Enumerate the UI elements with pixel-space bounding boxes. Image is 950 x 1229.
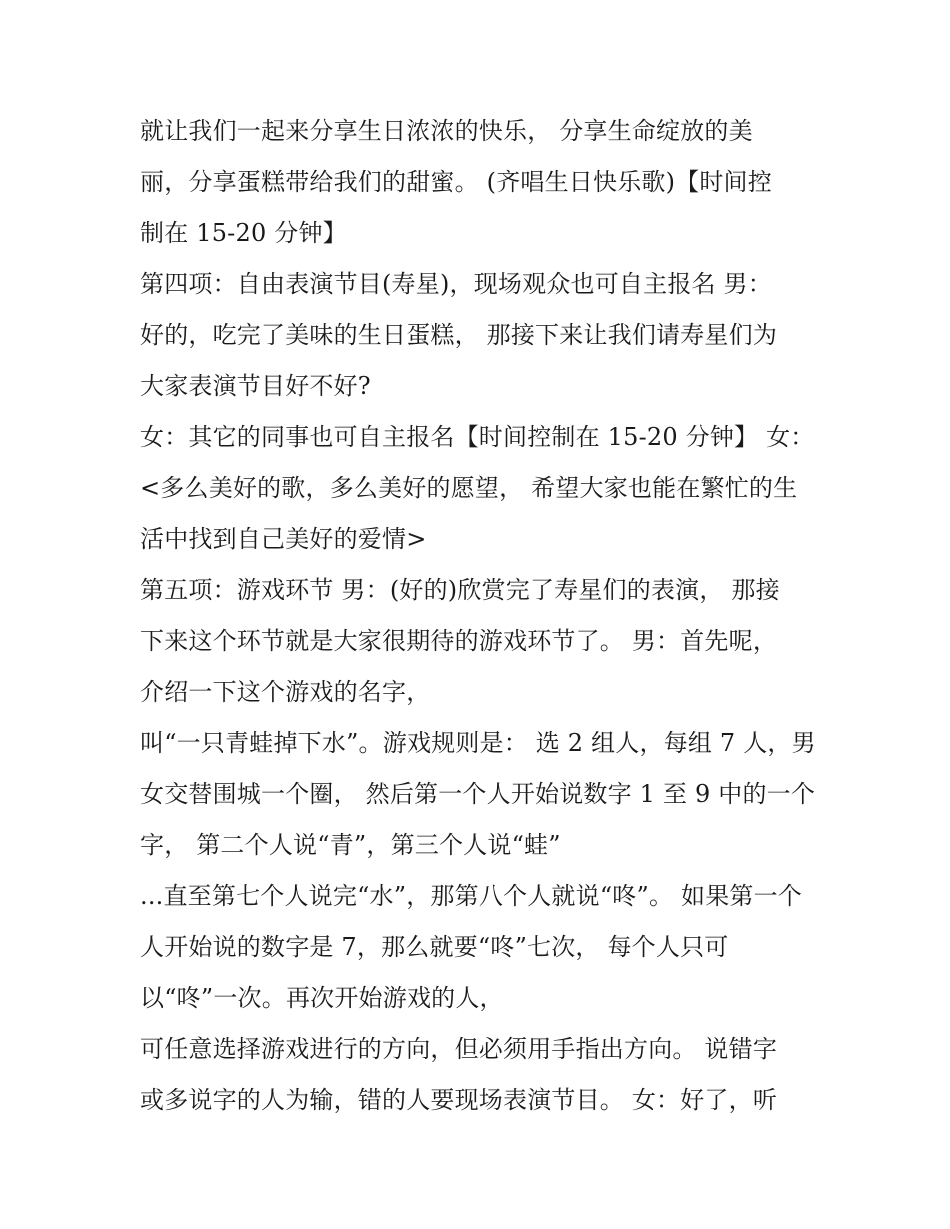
text-line: 下来这个环节就是大家很期待的游戏环节了。 男：首先呢， [140,627,778,655]
text-line: 第五项：游戏环节 男：(好的)欣赏完了寿星们的表演， 那接 [140,576,780,604]
text-line: 第四项：自由表演节目(寿星)，现场观众也可自主报名 男： [140,270,772,298]
text-line: 好的，吃完了美味的生日蛋糕， 那接下来让我们请寿星们为 [140,321,778,349]
text-line: 大家表演节目好不好? [140,372,371,400]
text-line: 可任意选择游戏进行的方向，但必须用手指出方向。 说错字 [140,1035,778,1063]
text-line: 或多说字的人为输，错的人要现场表演节目。 女：好了，听 [140,1086,778,1114]
text-line: 介绍一下这个游戏的名字， [140,678,431,706]
text-line: ...直至第七个人说完“水”，那第八个人就说“咚”。 如果第一个 [140,882,802,910]
text-line: 叫“一只青蛙掉下水”。游戏规则是： 选 2 组人，每组 7 人，男 [140,729,816,757]
text-line: <多么美好的歌，多么美好的愿望， 希望大家也能在繁忙的生 [140,474,798,502]
text-line: 就让我们一起来分享生日浓浓的快乐， 分享生命绽放的美 [140,117,753,145]
text-line: 人开始说的数字是 7，那么就要“咚”七次， 每个人只可 [140,933,729,961]
text-line: 字， 第二个人说“青”，第三个人说“蛙” [140,831,561,859]
text-line: 制在 15-20 分钟】 [140,219,347,247]
text-line: 以“咚”一次。再次开始游戏的人， [140,984,504,1012]
text-line: 女交替围城一个圈， 然后第一个人开始说数字 1 至 9 中的一个 [140,780,816,808]
text-line: 丽，分享蛋糕带给我们的甜蜜。 (齐唱生日快乐歌)【时间控 [140,168,772,196]
document-body [140,106,820,1126]
text-line: 活中找到自己美好的爱情> [140,525,427,553]
text-line: 女：其它的同事也可自主报名【时间控制在 15-20 分钟】 女： [140,423,815,451]
